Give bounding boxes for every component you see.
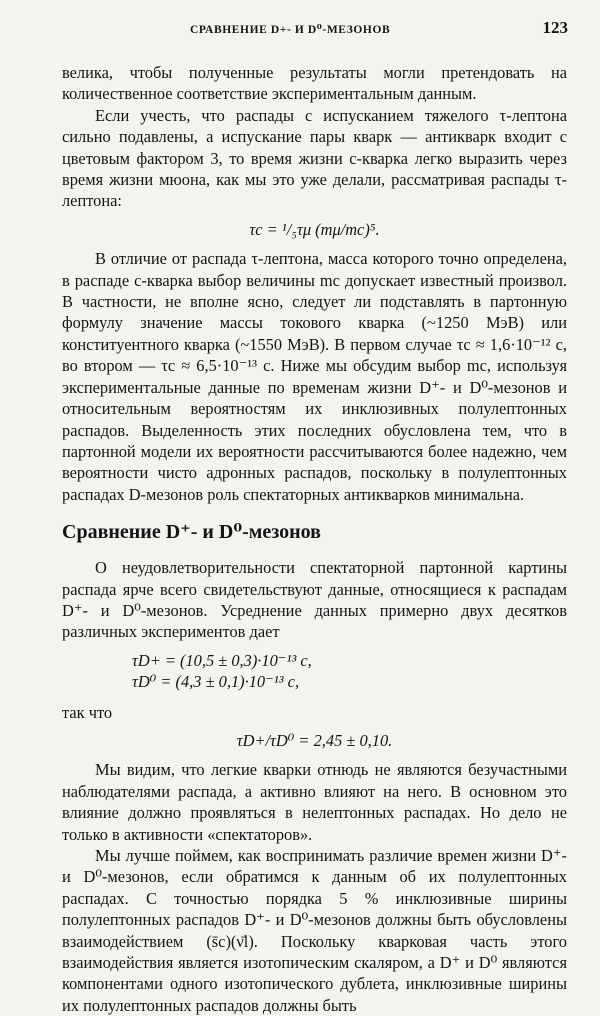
- formula-tau-d-zero: τD⁰ = (4,3 ± 0,1)·10⁻¹³ с,: [132, 672, 300, 692]
- paragraph-light-quarks: Мы видим, что легкие кварки отнюдь не являются безучастными наблюдателями распада, а активно влияют на него. В основном это влияние должно проявляться в нелептонных распадах. Но дело не только в активности «спектаторов».: [62, 760, 567, 844]
- paragraph-spectator: О неудовлетворительности спектаторной партонной картины распада ярче всего свидетельствуют данные, относящиеся к распадам D⁺- и D⁰-мезонов. Усреднение данных примерно двух десятков различных экспериментов дает: [62, 558, 567, 642]
- paragraph-tau-lepton: Если учесть, что распады с испусканием тяжелого τ-лептона сильно подавлены, а испускание пары кварк — антикварк входит с цветовым фактором 3, то время жизни c-кварка легко выразить через время жизни мюона, как мы это уже делали, рассматривая распады τ-лептона:: [62, 105, 567, 211]
- page-header: [62, 18, 568, 40]
- section-heading: Сравнение D⁺- и D⁰-мезонов: [62, 521, 321, 544]
- paragraph-continuation: велика, чтобы полученные результаты могли претендовать на количественное соответствие экспериментальным данным.: [62, 63, 567, 104]
- formula-c-lifetime: τc = ¹/₅τμ (mμ/mc)⁵.: [249, 219, 380, 239]
- running-title: СРАВНЕНИЕ D+- И D⁰-МЕЗОНОВ: [190, 24, 391, 36]
- formula-ratio: τD+/τD⁰ = 2,45 ± 0,10.: [236, 730, 393, 750]
- text-so-that: так что: [62, 702, 113, 722]
- paragraph-semileptonic: Мы лучше поймем, как воспринимать различие времен жизни D⁺- и D⁰-мезонов, если обратимся к данным об их полулептонных распадах. С точностью порядка 5 % инклюзивные ширины полулептонных распадов D⁺- и D⁰-мезонов должны быть обусловлены взаимодействием (s̄c)(ν̄l). Поскольку кварковая часть этого взаимодействия является изотопическим скаляром, а D⁺ и D⁰ являются компонентами одного изотопического дублета, инклюзивные ширины их полулептонных распадов должны быть: [62, 846, 567, 1015]
- paragraph-mass-choice: В отличие от распада τ-лептона, масса которого точно определена, в распаде c-кварка выбор величины mc допускает известный произвол. В частности, не вполне ясно, следует ли подставлять в партонную формулу значение массы токового кварка (~1250 МэВ) или конституентного кварка (~1550 МэВ). В первом случае τc ≈ 1,6·10⁻¹² с, во втором — τc ≈ 6,5·10⁻¹³ с. Ниже мы обсудим выбор mc, используя экспериментальные данные по временам жизни D⁺- и D⁰-мезонов и относительным вероятностям их инклюзивных полулептонных распадов. Выделенность этих последних обусловлена тем, что в партонной модели их вероятности рассчитываются более надежно, чем вероятности чисто адронных распадов, поскольку в полулептонных распадах D-мезонов роль спектаторных антикварков минимальна.: [62, 249, 567, 504]
- formula-tau-d-plus: τD+ = (10,5 ± 0,3)·10⁻¹³ с,: [132, 650, 312, 670]
- page-number: 123: [542, 18, 568, 37]
- body-text: [62, 62, 567, 1016]
- formula-lifetimes: [62, 650, 567, 693]
